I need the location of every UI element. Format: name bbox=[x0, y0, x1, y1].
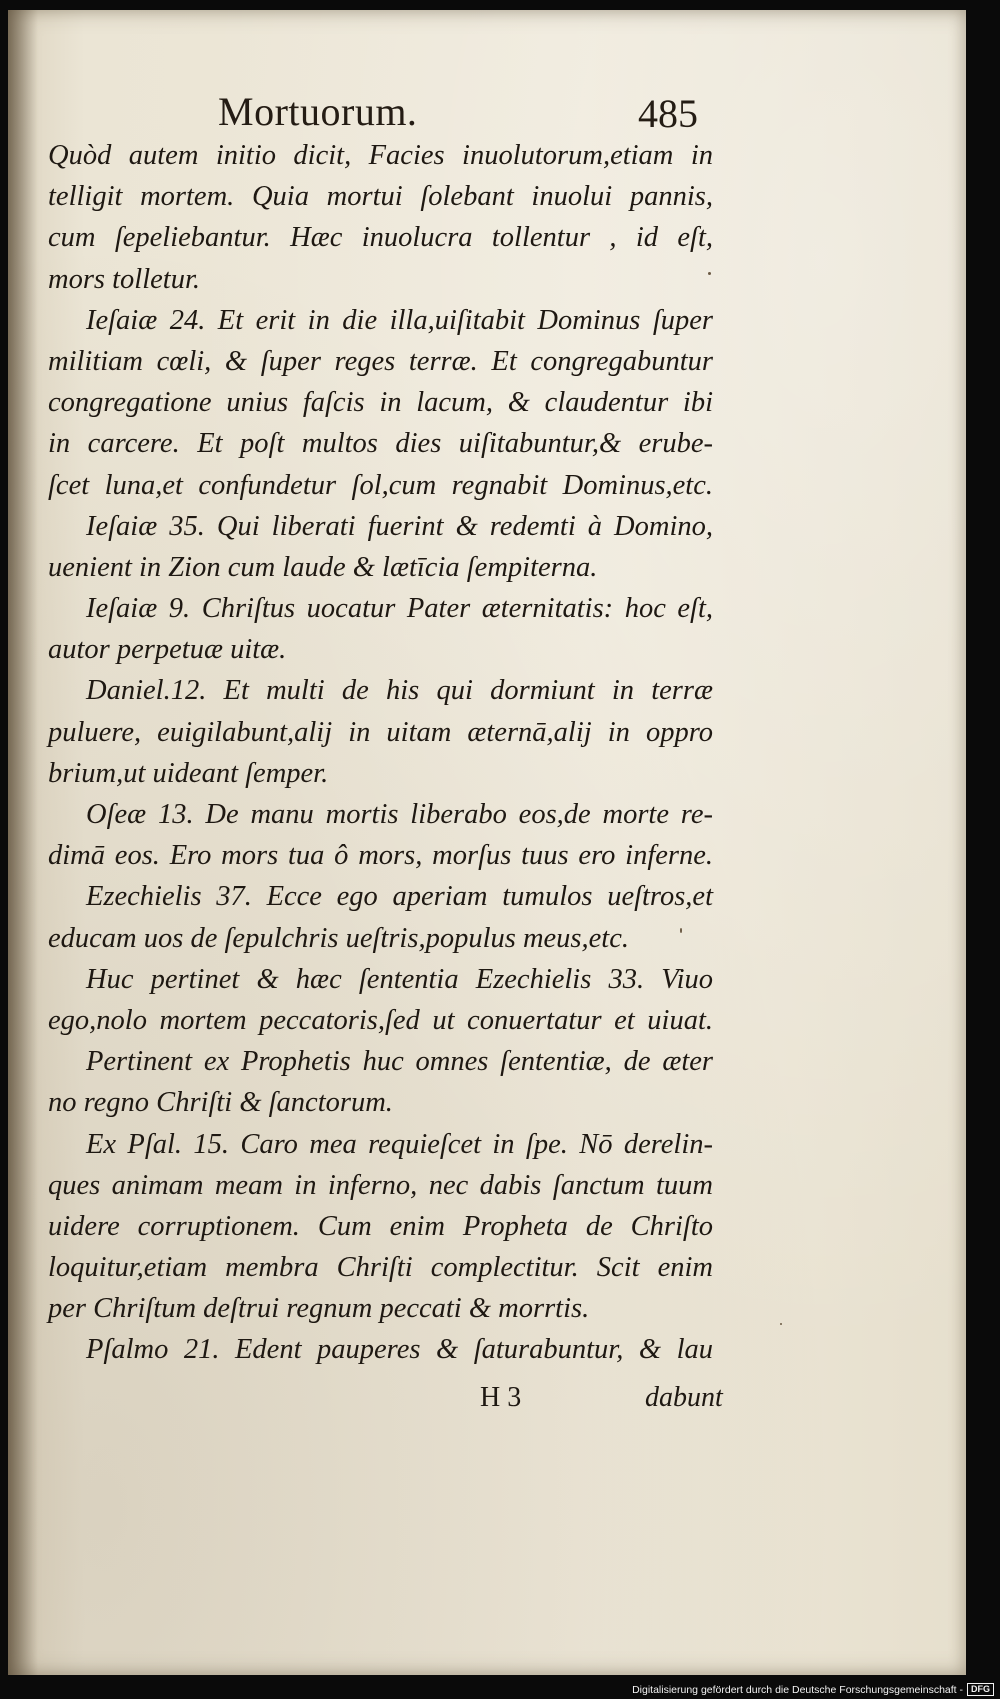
digitization-credit bbox=[632, 1683, 994, 1696]
text-line: in carcere. Et poſt multos dies uiſitabuntur,& erube- bbox=[48, 428, 713, 460]
text-line: telligit mortem. Quia mortui ſolebant inuolui pannis, bbox=[48, 181, 713, 213]
text-line: ques animam meam in inferno, nec dabis ſanctum tuum bbox=[48, 1169, 713, 1201]
text-line: militiam cœli, & ſuper reges terræ. Et congregabuntur bbox=[48, 345, 713, 377]
text-line: uidere corruptionem. Cum enim Propheta de Chriſto bbox=[48, 1210, 713, 1242]
running-head: Mortuorum. bbox=[218, 89, 418, 134]
paper-speck bbox=[708, 272, 711, 275]
text-line: ſcet luna,et confundetur ſol,cum regnabit Dominus,etc. bbox=[48, 469, 713, 501]
signature-mark: H 3 bbox=[480, 1382, 522, 1413]
text-line: uenient in Zion cum laude & lætīcia ſempiterna. bbox=[48, 551, 598, 583]
page-number: 485 bbox=[638, 91, 698, 136]
text-line: Ieſaiæ 9. Chriſtus uocatur Pater æternitatis: hoc eſt, bbox=[86, 593, 713, 625]
text-line: puluere, euigilabunt,alij in uitam æternā,alij in oppro bbox=[48, 716, 713, 748]
text-line: Pertinent ex Prophetis huc omnes ſententiæ, de æter bbox=[86, 1046, 713, 1078]
catchword: dabunt bbox=[645, 1382, 723, 1413]
dfg-logo: DFG bbox=[967, 1683, 994, 1696]
digitization-credit-text: Digitalisierung gefördert durch die Deutsche Forschungsgemeinschaft - bbox=[632, 1683, 963, 1696]
text-line: brium,ut uideant ſemper. bbox=[48, 757, 329, 789]
paper-speck bbox=[780, 1323, 782, 1325]
text-line: dimā eos. Ero mors tua ô mors, morſus tuus ero inferne. bbox=[48, 840, 713, 872]
text-line: Ieſaiæ 35. Qui liberati fuerint & redemti à Domino, bbox=[86, 510, 713, 542]
text-line: educam uos de ſepulchris ueſtris,populus meus,etc. bbox=[48, 922, 629, 954]
text-line: Quòd autem initio dicit, Facies inuolutorum,etiam in bbox=[48, 140, 713, 171]
text-line: Ieſaiæ 24. Et erit in die illa,uiſitabit Dominus ſuper bbox=[86, 304, 713, 336]
text-line: Oſeæ 13. De manu mortis liberabo eos,de morte re- bbox=[86, 799, 713, 830]
text-block bbox=[48, 135, 713, 1371]
text-line: ego,nolo mortem peccatoris,ſed ut conuertatur et uiuat. bbox=[48, 1004, 713, 1036]
spine-shadow bbox=[8, 10, 38, 1675]
text-line: Huc pertinet & hæc ſententia Ezechielis 33. Viuo bbox=[86, 963, 713, 995]
text-line: congregatione unius faſcis in lacum, & claudentur ibi bbox=[48, 387, 713, 419]
text-line: Ezechielis 37. Ecce ego aperiam tumulos ueſtros,et bbox=[86, 881, 713, 913]
text-line: per Chriſtum deſtrui regnum peccati & morrtis. bbox=[48, 1293, 590, 1325]
text-line: cum ſepeliebantur. Hæc inuolucra tollentur , id eſt, bbox=[48, 222, 713, 254]
paper-speck bbox=[680, 928, 682, 933]
text-line: Ex Pſal. 15. Caro mea requieſcet in ſpe. Nō derelin- bbox=[86, 1128, 713, 1160]
text-line: no regno Chriſti & ſanctorum. bbox=[48, 1087, 393, 1119]
book-page bbox=[8, 10, 966, 1675]
text-line: mors tolletur. bbox=[48, 263, 201, 295]
text-line: Pſalmo 21. Edent pauperes & ſaturabuntur, & lau bbox=[86, 1334, 713, 1366]
text-line: autor perpetuæ uitæ. bbox=[48, 634, 287, 666]
text-line: Daniel.12. Et multi de his qui dormiunt in terræ bbox=[86, 675, 713, 707]
text-line: loquitur,etiam membra Chriſti complectitur. Scit enim bbox=[48, 1252, 713, 1284]
